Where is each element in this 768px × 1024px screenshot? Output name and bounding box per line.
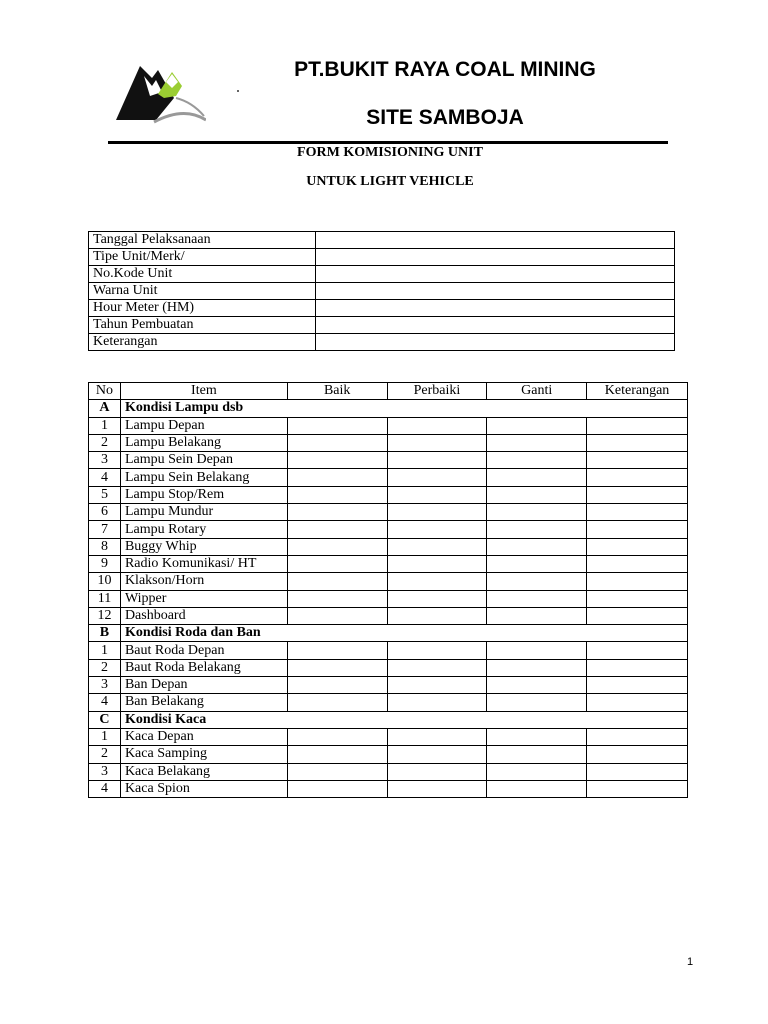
item-name: Ban Belakang xyxy=(120,694,287,711)
check-cell-perbaiki[interactable] xyxy=(387,521,487,538)
check-cell-ganti[interactable] xyxy=(487,763,587,780)
check-cell-keterangan[interactable] xyxy=(587,504,688,521)
item-number: 8 xyxy=(89,538,121,555)
form-title: FORM KOMISIONING UNIT xyxy=(297,145,483,160)
check-cell-perbaiki[interactable] xyxy=(387,417,487,434)
page-number: 1 xyxy=(686,956,694,968)
check-cell-ganti[interactable] xyxy=(487,642,587,659)
info-value-field[interactable] xyxy=(316,334,675,351)
check-cell-ganti[interactable] xyxy=(487,728,587,745)
section-row xyxy=(89,625,688,642)
column-header: Baik xyxy=(287,383,387,400)
checklist-item-row xyxy=(89,434,688,451)
item-number: 7 xyxy=(89,521,121,538)
info-value-field[interactable] xyxy=(316,317,675,334)
info-row xyxy=(89,266,675,283)
check-cell-perbaiki[interactable] xyxy=(387,555,487,572)
check-cell-perbaiki[interactable] xyxy=(387,469,487,486)
item-number: 3 xyxy=(89,452,121,469)
info-label: Tipe Unit/Merk/ xyxy=(89,249,316,266)
item-name: Klakson/Horn xyxy=(120,573,287,590)
section-code: B xyxy=(89,625,121,642)
item-name: Lampu Rotary xyxy=(120,521,287,538)
check-cell-ganti[interactable] xyxy=(487,659,587,676)
item-number: 4 xyxy=(89,780,121,797)
checklist-item-row xyxy=(89,521,688,538)
check-cell-ganti[interactable] xyxy=(487,469,587,486)
check-cell-baik[interactable] xyxy=(287,642,387,659)
column-header: Ganti xyxy=(487,383,587,400)
item-name: Kaca Samping xyxy=(120,746,287,763)
info-row xyxy=(89,334,675,351)
check-cell-perbaiki[interactable] xyxy=(387,659,487,676)
check-cell-ganti[interactable] xyxy=(487,486,587,503)
item-name: Baut Roda Belakang xyxy=(120,659,287,676)
check-cell-keterangan[interactable] xyxy=(587,694,688,711)
check-cell-ganti[interactable] xyxy=(487,746,587,763)
item-number: 1 xyxy=(89,417,121,434)
check-cell-baik[interactable] xyxy=(287,607,387,624)
check-cell-baik[interactable] xyxy=(287,694,387,711)
item-number: 6 xyxy=(89,504,121,521)
check-cell-ganti[interactable] xyxy=(487,538,587,555)
check-cell-keterangan[interactable] xyxy=(587,607,688,624)
item-number: 1 xyxy=(89,728,121,745)
check-cell-keterangan[interactable] xyxy=(587,573,688,590)
check-cell-perbaiki[interactable] xyxy=(387,694,487,711)
header-divider xyxy=(108,141,668,144)
check-cell-baik[interactable] xyxy=(287,504,387,521)
item-name: Lampu Depan xyxy=(120,417,287,434)
check-cell-keterangan[interactable] xyxy=(587,417,688,434)
check-cell-baik[interactable] xyxy=(287,728,387,745)
section-title: Kondisi Kaca xyxy=(120,711,687,728)
checklist-item-row xyxy=(89,677,688,694)
item-name: Radio Komunikasi/ HT xyxy=(120,555,287,572)
item-name: Kaca Depan xyxy=(120,728,287,745)
item-name: Lampu Sein Depan xyxy=(120,452,287,469)
section-code: A xyxy=(89,400,121,417)
checklist-item-row xyxy=(89,728,688,745)
check-cell-ganti[interactable] xyxy=(487,452,587,469)
check-cell-baik[interactable] xyxy=(287,486,387,503)
check-cell-ganti[interactable] xyxy=(487,434,587,451)
check-cell-baik[interactable] xyxy=(287,590,387,607)
check-cell-perbaiki[interactable] xyxy=(387,763,487,780)
item-name: Kaca Spion xyxy=(120,780,287,797)
checklist-item-row xyxy=(89,417,688,434)
item-name: Lampu Sein Belakang xyxy=(120,469,287,486)
item-name: Lampu Mundur xyxy=(120,504,287,521)
check-cell-keterangan[interactable] xyxy=(587,434,688,451)
site-name: SITE SAMBOJA xyxy=(366,106,524,129)
info-value-field[interactable] xyxy=(316,249,675,266)
check-cell-keterangan[interactable] xyxy=(587,763,688,780)
check-cell-baik[interactable] xyxy=(287,659,387,676)
checklist-item-row xyxy=(89,780,688,797)
checklist-item-row xyxy=(89,486,688,503)
check-cell-keterangan[interactable] xyxy=(587,538,688,555)
checklist-item-row xyxy=(89,746,688,763)
item-name: Dashboard xyxy=(120,607,287,624)
item-number: 2 xyxy=(89,659,121,676)
check-cell-keterangan[interactable] xyxy=(587,590,688,607)
check-cell-perbaiki[interactable] xyxy=(387,780,487,797)
unit-info-table xyxy=(88,231,675,351)
check-cell-keterangan[interactable] xyxy=(587,486,688,503)
check-cell-ganti[interactable] xyxy=(487,504,587,521)
info-value-field[interactable] xyxy=(316,283,675,300)
check-cell-baik[interactable] xyxy=(287,469,387,486)
info-value-field[interactable] xyxy=(316,266,675,283)
checklist-item-row xyxy=(89,555,688,572)
check-cell-ganti[interactable] xyxy=(487,607,587,624)
check-cell-keterangan[interactable] xyxy=(587,452,688,469)
checklist-item-row xyxy=(89,538,688,555)
info-value-field[interactable] xyxy=(316,232,675,249)
checklist-header-row xyxy=(89,383,688,400)
checklist-item-row xyxy=(89,763,688,780)
item-number: 3 xyxy=(89,763,121,780)
info-label: Keterangan xyxy=(89,334,316,351)
item-number: 4 xyxy=(89,694,121,711)
check-cell-baik[interactable] xyxy=(287,434,387,451)
check-cell-ganti[interactable] xyxy=(487,694,587,711)
check-cell-baik[interactable] xyxy=(287,521,387,538)
check-cell-perbaiki[interactable] xyxy=(387,746,487,763)
check-cell-perbaiki[interactable] xyxy=(387,452,487,469)
column-header: No xyxy=(89,383,121,400)
item-number: 2 xyxy=(89,434,121,451)
check-cell-keterangan[interactable] xyxy=(587,555,688,572)
item-number: 9 xyxy=(89,555,121,572)
check-cell-baik[interactable] xyxy=(287,555,387,572)
section-title: Kondisi Roda dan Ban xyxy=(120,625,687,642)
item-name: Wipper xyxy=(120,590,287,607)
check-cell-baik[interactable] xyxy=(287,538,387,555)
item-number: 12 xyxy=(89,607,121,624)
checklist-item-row xyxy=(89,573,688,590)
item-number: 10 xyxy=(89,573,121,590)
check-cell-perbaiki[interactable] xyxy=(387,642,487,659)
item-number: 2 xyxy=(89,746,121,763)
item-name: Lampu Stop/Rem xyxy=(120,486,287,503)
checklist-item-row xyxy=(89,590,688,607)
stray-mark xyxy=(237,90,239,92)
check-cell-perbaiki[interactable] xyxy=(387,504,487,521)
item-number: 3 xyxy=(89,677,121,694)
check-cell-ganti[interactable] xyxy=(487,590,587,607)
info-row xyxy=(89,283,675,300)
info-label: No.Kode Unit xyxy=(89,266,316,283)
info-row xyxy=(89,232,675,249)
section-row xyxy=(89,400,688,417)
checklist-item-row xyxy=(89,659,688,676)
company-name: PT.BUKIT RAYA COAL MINING xyxy=(294,58,596,81)
item-name: Lampu Belakang xyxy=(120,434,287,451)
check-cell-keterangan[interactable] xyxy=(587,659,688,676)
check-cell-baik[interactable] xyxy=(287,573,387,590)
info-value-field[interactable] xyxy=(316,300,675,317)
checklist-item-row xyxy=(89,694,688,711)
info-label: Hour Meter (HM) xyxy=(89,300,316,317)
info-label: Tanggal Pelaksanaan xyxy=(89,232,316,249)
check-cell-perbaiki[interactable] xyxy=(387,677,487,694)
check-cell-keterangan[interactable] xyxy=(587,521,688,538)
check-cell-baik[interactable] xyxy=(287,417,387,434)
checklist-item-row xyxy=(89,452,688,469)
check-cell-keterangan[interactable] xyxy=(587,677,688,694)
info-label: Warna Unit xyxy=(89,283,316,300)
check-cell-perbaiki[interactable] xyxy=(387,486,487,503)
section-row xyxy=(89,711,688,728)
company-logo xyxy=(114,58,206,124)
column-header: Keterangan xyxy=(587,383,688,400)
info-row xyxy=(89,249,675,266)
check-cell-baik[interactable] xyxy=(287,746,387,763)
item-name: Baut Roda Depan xyxy=(120,642,287,659)
check-cell-keterangan[interactable] xyxy=(587,642,688,659)
column-header: Item xyxy=(120,383,287,400)
item-number: 5 xyxy=(89,486,121,503)
info-row xyxy=(89,300,675,317)
check-cell-keterangan[interactable] xyxy=(587,746,688,763)
check-cell-baik[interactable] xyxy=(287,677,387,694)
item-number: 11 xyxy=(89,590,121,607)
info-label: Tahun Pembuatan xyxy=(89,317,316,334)
check-cell-perbaiki[interactable] xyxy=(387,607,487,624)
check-cell-ganti[interactable] xyxy=(487,780,587,797)
check-cell-perbaiki[interactable] xyxy=(387,538,487,555)
checklist-item-row xyxy=(89,607,688,624)
check-cell-perbaiki[interactable] xyxy=(387,590,487,607)
check-cell-ganti[interactable] xyxy=(487,417,587,434)
checklist-item-row xyxy=(89,642,688,659)
check-cell-keterangan[interactable] xyxy=(587,780,688,797)
check-cell-perbaiki[interactable] xyxy=(387,573,487,590)
check-cell-perbaiki[interactable] xyxy=(387,434,487,451)
section-title: Kondisi Lampu dsb xyxy=(120,400,687,417)
check-cell-baik[interactable] xyxy=(287,763,387,780)
item-name: Ban Depan xyxy=(120,677,287,694)
checklist-item-row xyxy=(89,504,688,521)
item-name: Buggy Whip xyxy=(120,538,287,555)
section-code: C xyxy=(89,711,121,728)
column-header: Perbaiki xyxy=(387,383,487,400)
item-number: 4 xyxy=(89,469,121,486)
checklist-table xyxy=(88,382,688,798)
item-number: 1 xyxy=(89,642,121,659)
check-cell-baik[interactable] xyxy=(287,780,387,797)
item-name: Kaca Belakang xyxy=(120,763,287,780)
check-cell-ganti[interactable] xyxy=(487,573,587,590)
form-subtitle: UNTUK LIGHT VEHICLE xyxy=(306,174,474,189)
info-row xyxy=(89,317,675,334)
check-cell-keterangan[interactable] xyxy=(587,469,688,486)
check-cell-baik[interactable] xyxy=(287,452,387,469)
check-cell-ganti[interactable] xyxy=(487,555,587,572)
check-cell-perbaiki[interactable] xyxy=(387,728,487,745)
check-cell-ganti[interactable] xyxy=(487,677,587,694)
check-cell-keterangan[interactable] xyxy=(587,728,688,745)
checklist-item-row xyxy=(89,469,688,486)
check-cell-ganti[interactable] xyxy=(487,521,587,538)
